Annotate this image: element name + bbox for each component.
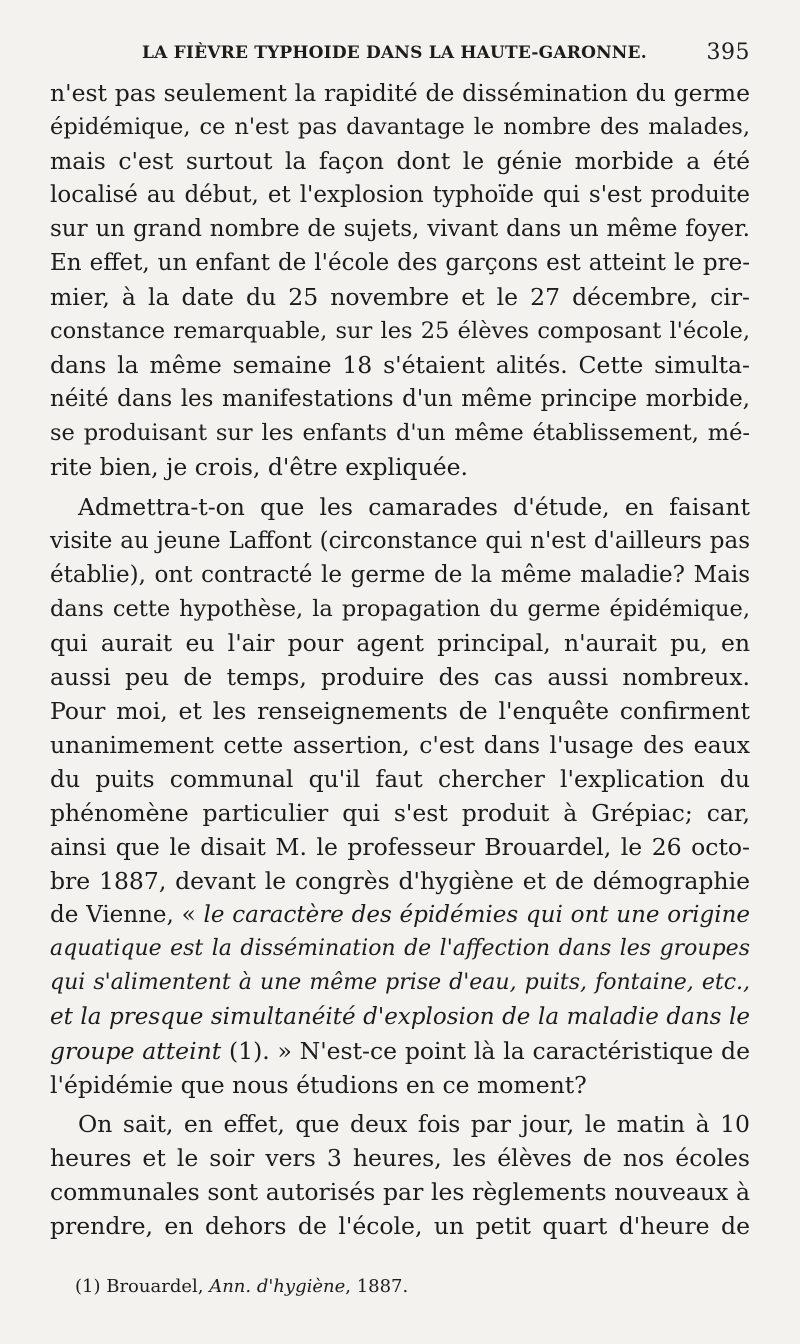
text-line: n'est pas seulement la rapidité de dissémination du germe <box>50 79 750 107</box>
text-line: dans la même semaine 18 s'étaient alités. Cette simulta- <box>50 351 750 379</box>
text-line: heures et le soir vers 3 heures, les élèves de nos écoles <box>50 1144 750 1172</box>
text-line: établie), ont contracté le germe de la même maladie? Mais <box>50 562 750 588</box>
footnote <box>75 1272 750 1302</box>
text-line: aussi peu de temps, produire des cas aussi nombreux. <box>50 663 750 691</box>
text-line <box>50 1034 750 1068</box>
page-number: 395 <box>706 40 750 65</box>
text-line: bre 1887, devant le congrès d'hygiène et de démographie <box>50 867 750 895</box>
footnote-journal: Ann. d'hygiène <box>209 1276 346 1297</box>
body-text <box>50 76 750 1243</box>
text-line: dans cette hypothèse, la propagation du germe épidémique, <box>50 596 750 622</box>
text-line: Pour moi, et les renseignements de l'enquête confirment <box>50 697 750 725</box>
text-line: En effet, un enfant de l'école des garçons est atteint le pre- <box>50 250 750 276</box>
text-line: néité dans les manifestations d'un même principe morbide, <box>50 386 750 412</box>
text-line: visite au jeune Laffont (circonstance qui n'est d'ailleurs pas <box>50 528 750 554</box>
text-line: mier, à la date du 25 novembre et le 27 décembre, cir- <box>50 283 750 311</box>
quotation-line: aquatique est la dissémination de l'affection dans les groupes <box>50 936 750 961</box>
text-line: rite bien, je crois, d'être expliquée. <box>50 453 468 481</box>
text-line <box>50 898 750 932</box>
text-line: qui aurait eu l'air pour agent principal, n'aurait pu, en <box>50 629 750 657</box>
running-title: LA FIÈVRE TYPHOIDE DANS LA HAUTE-GARONNE. <box>142 43 647 63</box>
text-line: se produisant sur les enfants d'un même établissement, mé- <box>50 420 750 446</box>
text-run: de Vienne, « <box>50 902 204 928</box>
running-head <box>50 38 750 68</box>
quotation-italic: le caractère des épidémies qui ont une origine <box>203 902 751 928</box>
text-line: communales sont autorisés par les règlements nouveaux à <box>50 1178 750 1206</box>
text-line: épidémique, ce n'est pas davantage le nombre des malades, <box>50 114 750 140</box>
text-line: constance remarquable, sur les 25 élèves composant l'école, <box>50 318 750 344</box>
text-line: phénomène particulier qui s'est produit à Grépiac; car, <box>50 799 750 827</box>
footnote-rest: , 1887. <box>345 1276 409 1297</box>
text-line: du puits communal qu'il faut chercher l'explication du <box>50 765 750 793</box>
quotation-line: qui s'alimentent à une même prise d'eau, puits, fontaine, etc., <box>50 970 750 995</box>
text-line: mais c'est surtout la façon dont le génie morbide a été <box>50 147 750 175</box>
text-line: l'épidémie que nous étudions en ce moment? <box>50 1071 587 1099</box>
text-line: prendre, en dehors de l'école, un petit quart d'heure de <box>50 1212 750 1240</box>
text-line: sur un grand nombre de sujets, vivant dans un même foyer. <box>50 216 750 242</box>
text-line: On sait, en effet, que deux fois par jour, le matin à 10 <box>78 1110 750 1138</box>
footnote-marker: (1) Brouardel, <box>75 1276 210 1297</box>
text-line: localisé au début, et l'explosion typhoïde qui s'est produite <box>50 182 750 208</box>
text-line: unanimement cette assertion, c'est dans l'usage des eaux <box>50 731 750 759</box>
text-line: Admettra-t-on que les camarades d'étude, en faisant <box>78 493 750 521</box>
quotation-italic: groupe atteint <box>50 1037 222 1065</box>
quotation-line: et la presque simultanéité d'explosion de la maladie dans le <box>50 1004 750 1030</box>
text-line: ainsi que le disait M. le professeur Brouardel, le 26 octo- <box>50 833 750 861</box>
text-run: (1). » N'est-ce point là la caractéristique de <box>221 1037 750 1065</box>
